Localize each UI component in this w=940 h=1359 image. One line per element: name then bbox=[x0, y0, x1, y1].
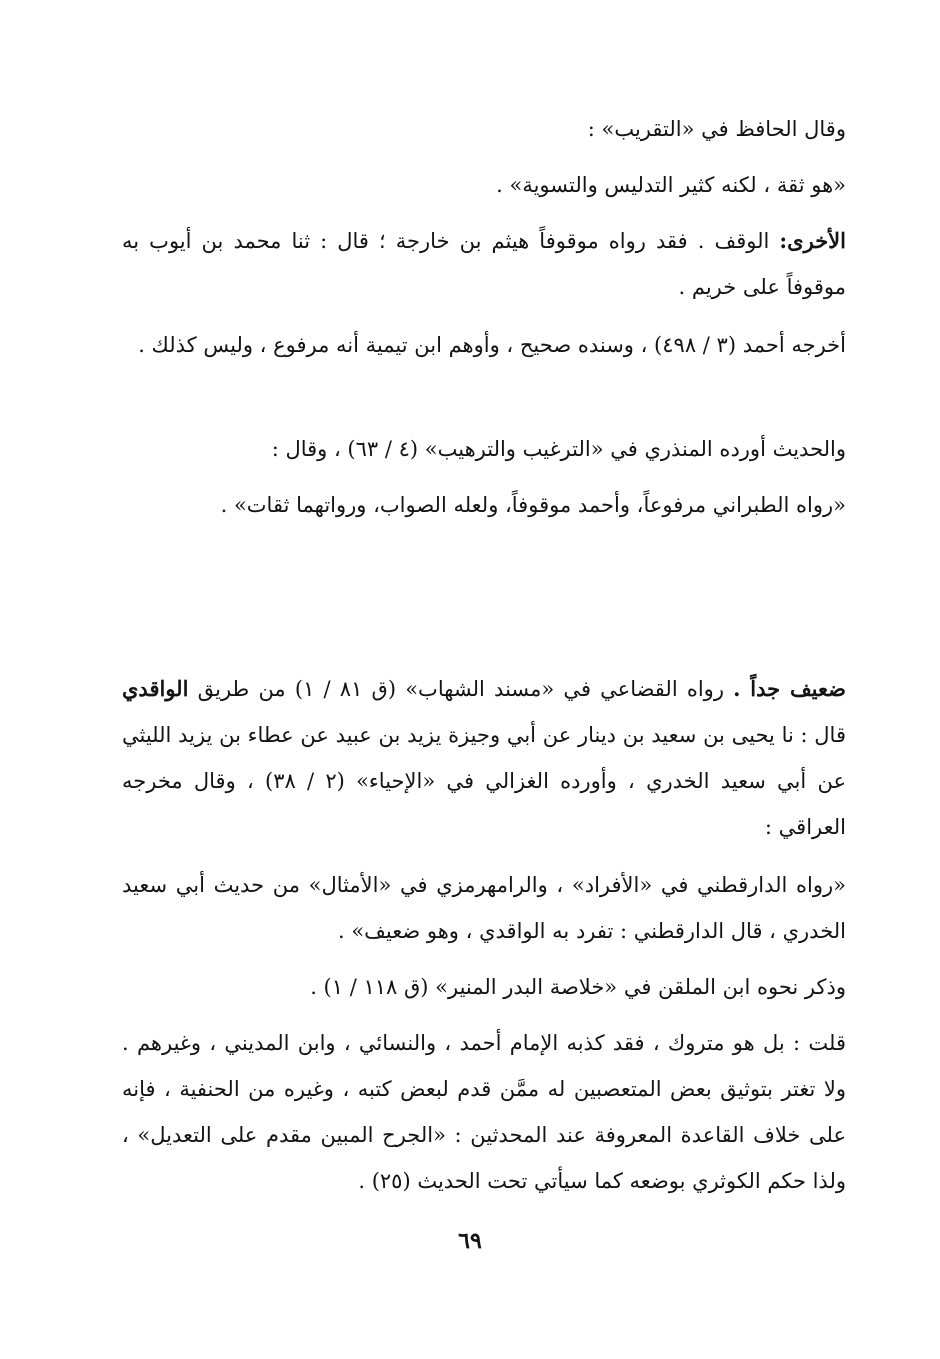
paragraph-tabarani-quote: «رواه الطبراني مرفوعاً، وأحمد موقوفاً، ولعله الصواب، ورواتهما ثقات» . bbox=[220, 493, 846, 517]
paragraph-mundhiri: والحديث أورده المنذري في «الترغيب والترهيب» (٤ / ٦٣) ، وقال : bbox=[271, 437, 846, 461]
paragraph-ahmad-takhrij: أخرجه أحمد (٣ / ٤٩٨) ، وسنده صحيح ، وأوهم ابن تيمية أنه مرفوع ، وليس كذلك . bbox=[138, 333, 846, 357]
paragraph-quote-thiqa: «هو ثقة ، لكنه كثير التدليس والتسوية» . bbox=[496, 173, 846, 197]
lead-term-daif-jiddan: ضعيف جداً . bbox=[733, 676, 846, 701]
paragraph-daif-text-b: قال : نا يحيى بن سعيد بن دينار عن أبي وجيزة يزيد بن عبيد عن عطاء بن يزيد الليثي عن أبي سعيد الخدري ، وأورده الغزالي في «الإحياء» (٢ / ٣٨) ، وقال مخرجه العراقي : bbox=[122, 723, 846, 839]
lead-term-al-ukhra: الأخرى: bbox=[779, 228, 846, 253]
lead-term-waqidi: الواقدي bbox=[122, 676, 189, 701]
paragraph-daraqutni-quote: «رواه الدارقطني في «الأفراد» ، والرامهرمزي في «الأمثال» من حديث أبي سعيد الخدري ، قال الدارقطني : تفرد به الواقدي ، وهو ضعيف» . bbox=[122, 873, 846, 943]
paragraph-al-ukhra-text: الوقف . فقد رواه موقوفاً هيثم بن خارجة ؛ قال : ثنا محمد بن أيوب به موقوفاً على خريم . bbox=[122, 229, 846, 299]
paragraph-daif-jiddan bbox=[122, 666, 846, 850]
page-number: ٦٩ bbox=[458, 1228, 482, 1254]
paragraph-daif-text-a: رواه القضاعي في «مسند الشهاب» (ق ٨١ / ١) من طريق bbox=[188, 677, 734, 701]
paragraph-qultu: قلت : بل هو متروك ، فقد كذبه الإمام أحمد ، والنسائي ، وابن المديني ، وغيرهم . ولا تغتر بتوثيق بعض المتعصبين له ممَّن قدم لبعض كتبه ، وغيره من الحنفية ، فإنه على خلاف القاعدة المعروفة عند المحدثين : «الجرح المبين مقدم على التعديل» ، ولذا حكم الكوثري بوضعه كما سيأتي تحت الحديث (٢٥) . bbox=[122, 1031, 846, 1193]
paragraph-ibn-mulaqqin: وذكر نحوه ابن الملقن في «خلاصة البدر المنير» (ق ١١٨ / ١) . bbox=[310, 975, 846, 999]
paragraph-al-ukhra bbox=[122, 218, 846, 310]
paragraph-hafiz-taqrib: وقال الحافظ في «التقريب» : bbox=[587, 117, 846, 141]
